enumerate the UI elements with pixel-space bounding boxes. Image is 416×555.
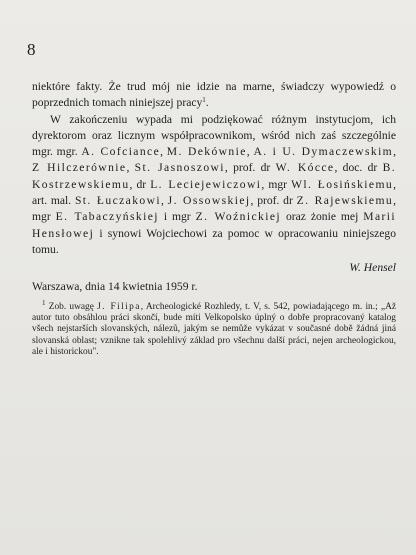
person-name: Marii Hensłowej: [32, 210, 397, 240]
person-name: L. Leciejewiczowi: [150, 177, 262, 191]
text-run: , prof. dr: [224, 161, 276, 175]
person-name: B. Kostrzewskiemu: [32, 161, 397, 191]
main-text: [32, 79, 396, 295]
text-run: W zakończeniu wypada mi podziękować różnym instytucjom, ich dyrektorom oraz licznym współpracownikom, wśród nich zaś szczególnie mgr. mgr.: [32, 112, 396, 159]
text-run: ,: [246, 145, 254, 159]
paragraph-continuation: [32, 79, 396, 112]
text-run: oraz żonie mej: [281, 210, 364, 224]
text-run: , prof. dr: [250, 194, 297, 208]
acknowledgements-paragraph: [32, 112, 396, 259]
text-run: ,: [126, 161, 135, 175]
text-run: ,: [393, 145, 397, 159]
footnote-run: , Archeologické Rozhledy, t. V, s. 542, powiadającego m. in.; „Až autor tuto obsáhlou práci skončí, bude míti Velkopolsko úplný o dobře propracovaný katalog všech nejstarších slovanských, nálezů, jakým se nemůže vykázat v současné době žádná jiná slovanská oblast; vznikne tak spolehlivý základ pro všechnu další práci, nejen archeologickou, ale i historickou".: [32, 302, 396, 357]
person-name: Wl. Łosińskiemu: [291, 177, 394, 191]
text-run: ,: [160, 145, 167, 159]
footnote-author-name: J. Filipa: [97, 302, 141, 312]
person-name: M. Dekównie: [166, 145, 247, 159]
person-name: St. Jasnoszowi: [134, 161, 225, 175]
text-run: i synowi Wojciechowi za pomoc w opracowaniu niniejszego tomu.: [32, 226, 396, 256]
person-name: J. Ossowskiej: [167, 194, 251, 208]
footnote: [32, 299, 396, 358]
person-name: W. Kócce: [275, 161, 335, 175]
person-name: Z. Woźnickiej: [195, 210, 282, 224]
footnote-marker: 1: [42, 299, 46, 307]
text-run: i mgr: [158, 210, 196, 224]
text-run: , dr: [129, 177, 151, 191]
person-name: E. Tabaczyńskiej: [55, 210, 159, 224]
person-name: Z Hilczerównie: [32, 161, 127, 175]
person-name: A. Cofciance: [81, 145, 161, 159]
person-name: Z. Rajewskiemu: [296, 194, 394, 208]
author-signature: W. Hensel: [349, 261, 396, 275]
person-name: St. Łuczakowi: [74, 194, 161, 208]
person-name: A. i U. Dymaczewskim: [253, 145, 394, 159]
text-run: ,: [161, 194, 168, 208]
text-run: , mgr: [261, 177, 292, 191]
paragraph-1-text: niektóre fakty. Że trud mój nie idzie na marne, świadczy wypowiedź o poprzednich tomach niniejszej pracy: [32, 80, 396, 110]
text-run: , mgr: [32, 194, 396, 224]
text-run: , doc. dr: [334, 161, 383, 175]
footnote-reference: 1: [202, 96, 206, 105]
text-run: , art. mal.: [32, 177, 396, 208]
page-number: 8: [27, 40, 36, 59]
footnote-text: [32, 299, 396, 358]
paragraph-1-end: .: [205, 96, 209, 110]
footnote-run: Zob. uwagę: [45, 302, 98, 312]
dateline: Warszawa, dnia 14 kwietnia 1959 r.: [32, 279, 198, 293]
